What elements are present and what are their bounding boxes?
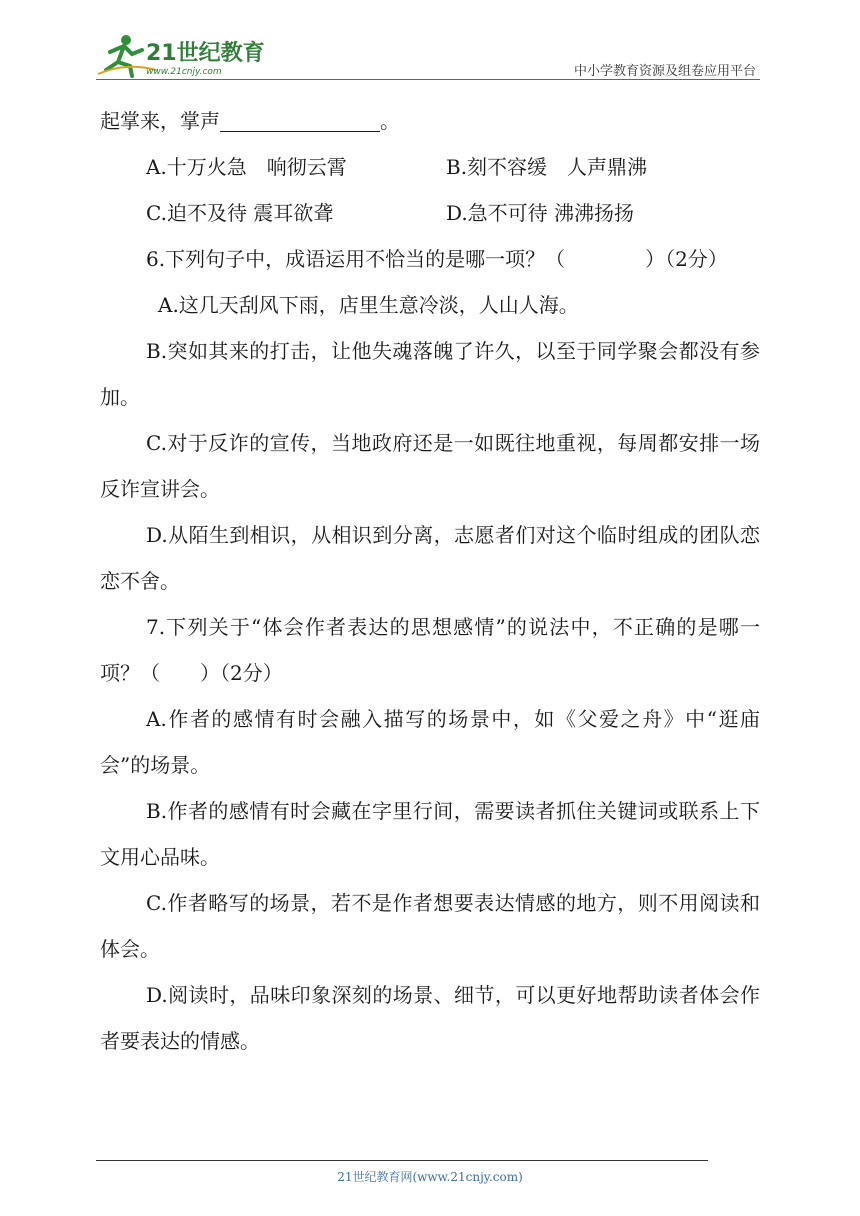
q7-option-a: A.作者的感情有时会融入描写的场景中，如《父爱之舟》中“逛庙会”的场景。 [100, 707, 760, 777]
header-divider [96, 79, 760, 80]
svg-text:www.21cnjy.com: www.21cnjy.com [146, 67, 222, 77]
runner-logo-icon [96, 32, 266, 78]
q5-option-c: C.迫不及待 震耳欲聋 [146, 201, 334, 225]
q5-stem-text: 起掌来，掌声 [100, 109, 220, 133]
footer-divider [96, 1160, 708, 1161]
platform-label: 中小学教育资源及组卷应用平台 [573, 64, 756, 79]
svg-text:21世纪教育: 21世纪教育 [146, 41, 265, 66]
q6-option-a: A.这几天刮风下雨，店里生意冷淡，人山人海。 [158, 293, 579, 317]
page-header [0, 0, 860, 80]
document-body [100, 98, 760, 1064]
q5-stem-period: 。 [380, 109, 400, 133]
q6-option-c: C.对于反诈的宣传，当地政府还是一如既往地重视，每周都安排一场反诈宣讲会。 [100, 431, 760, 501]
q5-stem-end [100, 98, 760, 144]
q6-stem: 6.下列句子中，成语运用不恰当的是哪一项？（ ）（2分） [146, 247, 728, 271]
q5-options-row-2 [100, 190, 760, 236]
q7-stem: 7.下列关于“体会作者表达的思想感情”的说法中，不正确的是哪一项？（ ）（2分） [100, 615, 760, 685]
site-logo [96, 32, 266, 78]
q5-option-a: A.十万火急 响彻云霄 [146, 155, 347, 179]
q5-option-b: B.刻不容缓 人声鼎沸 [446, 155, 648, 179]
q7-option-b: B.作者的感情有时会藏在字里行间，需要读者抓住关键词或联系上下文用心品味。 [100, 799, 760, 869]
q7-option-d: D.阅读时，品味印象深刻的场景、细节，可以更好地帮助读者体会作者要表达的情感。 [100, 983, 760, 1053]
q6-option-b: B.突如其来的打击，让他失魂落魄了许久，以至于同学聚会都没有参加。 [100, 339, 760, 409]
footer-link[interactable]: 21世纪教育网(www.21cnjy.com) [337, 1170, 523, 1184]
q6-option-d: D.从陌生到相识，从相识到分离，志愿者们对这个临时组成的团队恋恋不舍。 [100, 523, 760, 593]
q5-options-row-1 [100, 144, 760, 190]
answer-blank [220, 109, 380, 132]
q7-option-c: C.作者略写的场景，若不是作者想要表达情感的地方，则不用阅读和体会。 [100, 891, 760, 961]
q5-option-d: D.急不可待 沸沸扬扬 [446, 201, 635, 225]
